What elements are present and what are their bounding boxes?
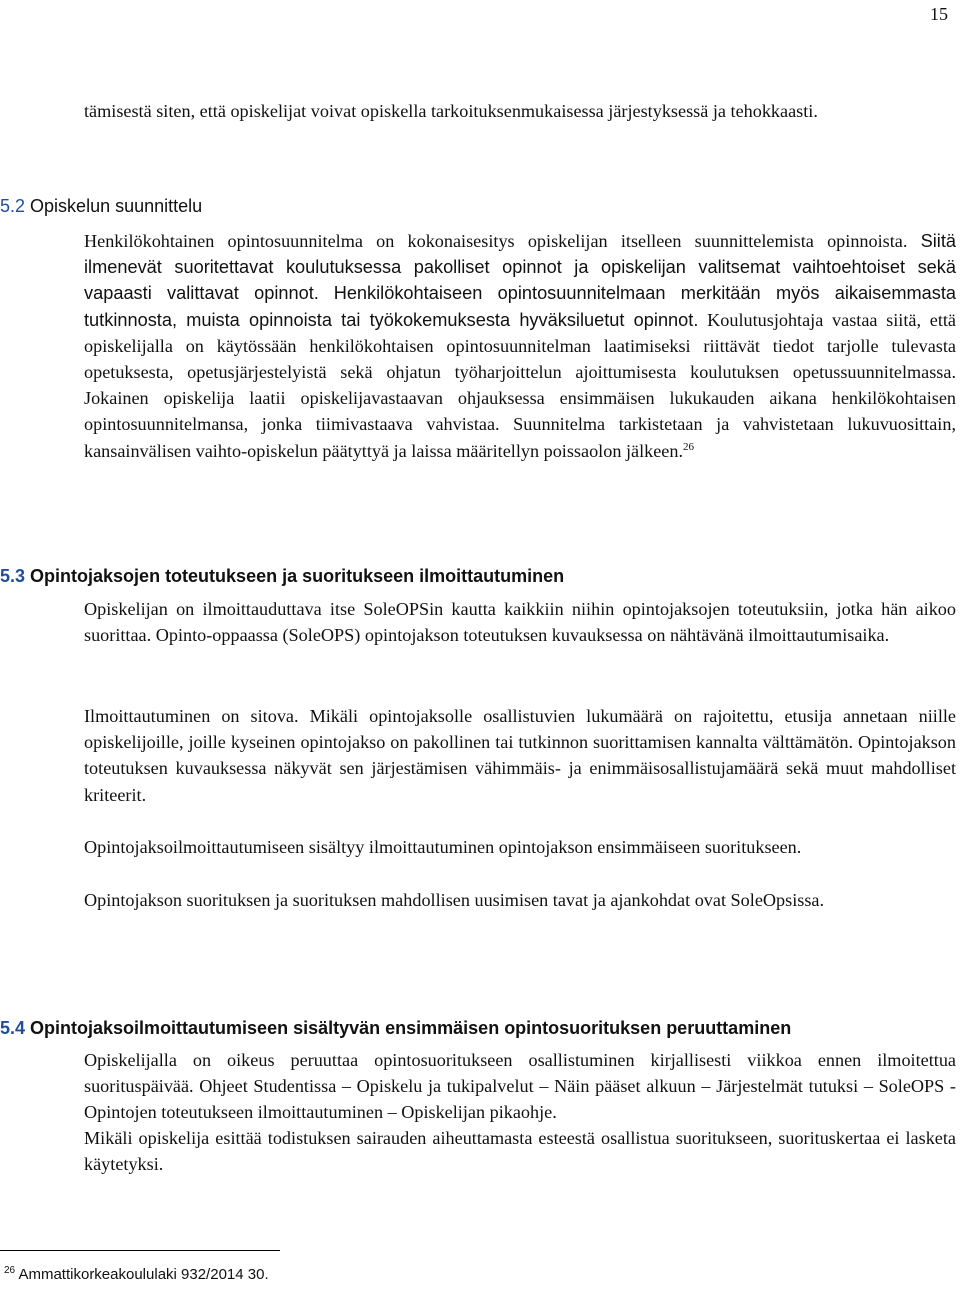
section-5-4-paragraph-1: Opiskelijalla on oikeus peruuttaa opintosuoritukseen osallistuminen kirjallisesti viikkoa ennen ilmoitettua suorituspäivää. Ohjeet Studentissa – Opiskelu ja tukipalvelut – Näin pääset alkuun – Järjestelmät tutuksi – SoleOPS - Opintojen toteutukseen ilmoittautuminen – Opiskelijan pikaohje. — [84, 1050, 956, 1123]
section-5-3-paragraph-1: Opiskelijan on ilmoittauduttava itse SoleOPSin kautta kaikkiin niihin opintojaksojen toteutuksiin, jotka hän aikoo suorittaa. Opinto-oppaassa (SoleOPS) opintojakson toteutuksen kuvauksessa on nähtävänä ilmoittautumisaika. — [84, 599, 956, 646]
footnote-divider — [0, 1250, 280, 1251]
section-title: Opintojaksojen toteutukseen ja suoritukseen ilmoittautuminen — [30, 566, 565, 586]
section-5-4-paragraph-2: Mikäli opiskelija esittää todistuksen sairauden aiheuttamasta esteestä osallistua suoritukseen, suorituskertaa ei lasketa käytetyksi. — [84, 1128, 956, 1175]
paragraph-sentence: Koulutusjohtaja vastaa siitä, että opiskelijalla on käytössään henkilökohtaisen opintosuunnitelman laatimiseksi riittävät tiedot tarjolle tulevasta opetuksesta, opetusjärjestelyistä sekä ohjatun työharjoittelun ajoittumisesta koulutuksen opetussuunnitelmassa. Jokainen opiskelija laatii opiskelijavastaavan ohjauksessa ensimmäisen lukukauden aikana henkilökohtaisen opintosuunnitelmansa, jonka tiimivastaava vahvistaa. Suunnitelma tarkistetaan ja vahvistetaan lukuvuosittain, kansainvälisen vaihto-opiskelun päätyttyä ja laissa määritellyn poissaolon jälkeen. — [84, 309, 956, 461]
section-5-2-paragraph — [84, 228, 956, 464]
section-5-3-paragraph-2: Ilmoittautuminen on sitova. Mikäli opintojaksolle osallistuvien lukumäärä on rajoitettu, etusija annetaan niille opiskelijoille, joille kyseinen opintojakso on pakollinen tai tutkinnon suorittamisen kannalta välttämätön. Opintojakson toteutuksen kuvauksessa näkyvät sen järjestämisen vähimmäis- ja enimmäisosallistujamäärä sekä muut mahdolliset kriteerit. — [84, 706, 956, 805]
paragraph-sentence: Henkilökohtaiseen opintosuunnitelmaan merkitään myös aikaisemmasta tutkinnosta, muista opinnoista tai työkokemuksesta hyväksiluetut opinnot. — [84, 283, 957, 330]
paragraph-sentence: Siitä ilmenevät suoritettavat koulutuksessa pakolliset opinnot ja opiskelijan valitsemat vaihtoehtoiset sekä vapaasti valittavat opinnot. — [84, 231, 957, 304]
section-5-3-paragraph-3: Opintojaksoilmoittautumiseen sisältyy ilmoittautuminen opintojakson ensimmäiseen suoritukseen. — [84, 837, 802, 857]
intro-paragraph: tämisestä siten, että opiskelijat voivat opiskella tarkoituksenmukaisessa järjestyksessä ja tehokkaasti. — [84, 101, 818, 121]
footnote-text: Ammattikorkeakoululaki 932/2014 30. — [18, 1266, 269, 1283]
section-5-3-paragraph-4: Opintojakson suorituksen ja suorituksen mahdollisen uusimisen tavat ja ajankohdat ovat SoleOpsissa. — [84, 890, 825, 910]
section-number: 5.4 — [0, 1018, 26, 1038]
section-heading-5-4 — [0, 1018, 791, 1039]
page-number: 15 — [930, 4, 948, 24]
section-title: Opiskelun suunnittelu — [30, 196, 203, 216]
section-heading-5-3 — [0, 566, 564, 587]
section-number: 5.3 — [0, 566, 26, 586]
footnote-number: 26 — [4, 1265, 16, 1276]
section-number: 5.2 — [0, 196, 26, 216]
section-heading-5-2 — [0, 196, 202, 217]
footnote-reference: 26 — [683, 440, 695, 453]
footnote — [4, 1266, 269, 1283]
section-title: Opintojaksoilmoittautumiseen sisältyvän ensimmäisen opintosuorituksen peruuttaminen — [30, 1018, 792, 1038]
paragraph-sentence: Henkilökohtainen opintosuunnitelma on kokonaisesitys opiskelijan itselleen suunnittelemista opinnoista. — [84, 231, 908, 251]
